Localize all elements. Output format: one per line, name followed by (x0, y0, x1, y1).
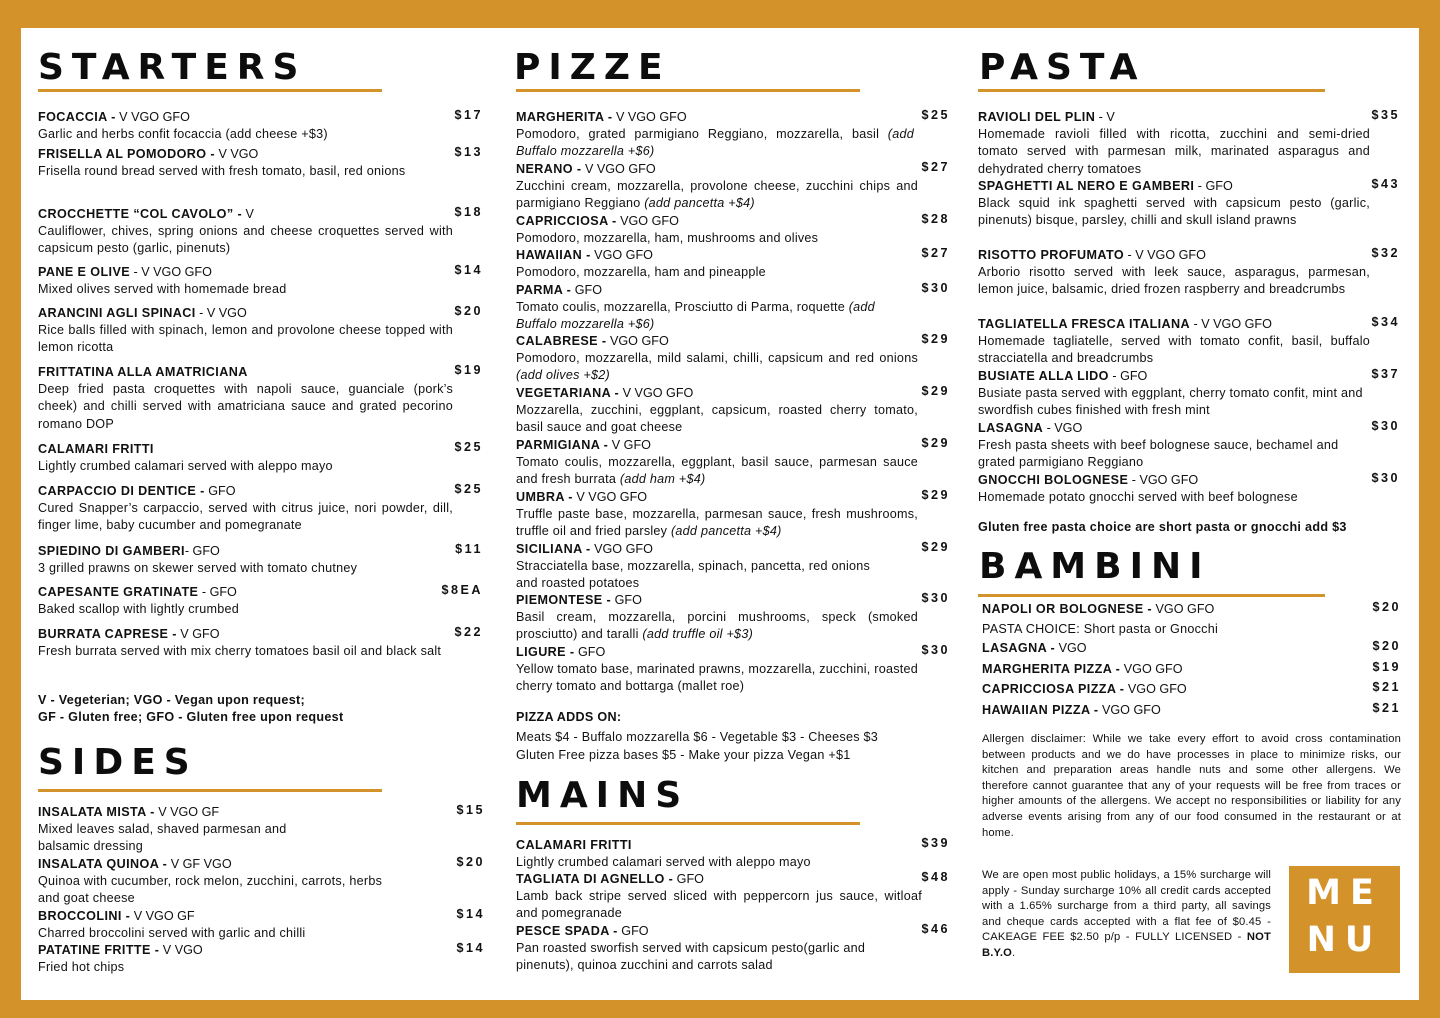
menu-item (516, 643, 950, 696)
item-price: $30 (921, 643, 950, 657)
menu-item (38, 908, 485, 942)
menu-badge-line: NU (1306, 920, 1383, 960)
item-price: $46 (921, 922, 950, 936)
item-description: Lightly crumbed calamari served with aleppo mayo (516, 855, 811, 869)
item-name: SPIEDINO DI GAMBERI (38, 544, 185, 558)
menu-page (21, 28, 1419, 1000)
menu-item (516, 540, 950, 593)
item-tags: V VGO (159, 943, 203, 957)
pasta-divider (978, 89, 1325, 92)
pasta-gluten-note: Gluten free pasta choice are short pasta or gnocchi add $3 (978, 520, 1347, 534)
menu-item (978, 419, 1400, 472)
menu-item (978, 315, 1400, 368)
mains-divider (516, 822, 860, 825)
item-name: CALABRESE - (516, 334, 607, 348)
item-price: $30 (921, 281, 950, 295)
item-description: Fried hot chips (38, 960, 125, 974)
item-tags: V GFO (608, 438, 651, 452)
item-tags: VGO GFO (1098, 703, 1161, 717)
item-name: ARANCINI AGLI SPINACI (38, 306, 196, 320)
item-price: $14 (454, 263, 483, 277)
item-price: $14 (456, 907, 485, 921)
item-tags: - GFO (1108, 369, 1148, 383)
menu-item (516, 922, 950, 975)
item-price: $28 (921, 212, 950, 226)
item-extra: (add truffle oil +$3) (642, 627, 754, 642)
item-price: $30 (1371, 419, 1400, 433)
menu-item (516, 837, 950, 871)
menu-item (38, 109, 483, 143)
item-description: Homemade ravioli filled with ricotta, zucchini and semi-dried tomato served with parmesan milk, marinated asparagus and dehydrated cherry tomatoes (978, 127, 1370, 176)
menu-item (38, 482, 483, 535)
item-name: PARMA - (516, 283, 572, 297)
menu-item (38, 803, 485, 856)
item-name: HAWAIIAN PIZZA - (982, 703, 1099, 717)
item-name: CROCCHETTE “COL CAVOLO” - (38, 207, 243, 221)
menu-item (38, 363, 483, 433)
item-price: $29 (921, 540, 950, 554)
item-tags: VGO GFO (1120, 662, 1183, 676)
diet-legend-line: V - Vegeterian; VGO - Vegan upon request; (38, 693, 306, 707)
item-price: $22 (454, 625, 483, 639)
item-name: LASAGNA - (982, 641, 1056, 655)
item-name: MARGHERITA - (516, 110, 613, 124)
item-price: $17 (454, 108, 483, 122)
menu-item (38, 304, 483, 357)
kids-item (982, 681, 1401, 698)
item-name: RAVIOLI DEL PLIN (978, 110, 1096, 124)
item-tags: GFO (204, 484, 236, 498)
item-tags: - V VGO GFO (1124, 248, 1206, 262)
menu-item (516, 488, 950, 541)
item-name: FRISELLA AL POMODORO - (38, 147, 215, 161)
item-name: PIEMONTESE - (516, 593, 612, 607)
menu-item (38, 543, 483, 577)
pasta-title: PASTA (979, 47, 1146, 88)
pizze-divider (516, 89, 860, 92)
item-description: 3 grilled prawns on skewer served with tomato chutney (38, 561, 358, 575)
menu-item (38, 855, 485, 908)
surcharge-text: We are open most public holidays, a 15% surcharge will apply - Sunday surcharge 10% all credit cards accepted with a 1.65% surcharge from a third party, all savings and cheque cards accepted with a flat fee of $0.45 - CAKEAGE FEE $2.50 p/p - FULLY LICENSED - (982, 869, 1271, 944)
item-tags: VGO GFO (616, 214, 679, 228)
item-tags: - V VGO (195, 306, 247, 320)
item-tags: - GFO (198, 585, 237, 599)
item-tags: - V (1095, 110, 1115, 124)
menu-item (38, 625, 483, 660)
item-description: Busiate pasta served with eggplant, cherry tomato confit, mint and swordfish cubes finished with fresh mint (978, 386, 1363, 418)
item-tags: V (242, 207, 254, 221)
item-description: Tomato coulis, mozzarella, Prosciutto di Parma, roquette (516, 300, 849, 314)
item-name: LIGURE - (516, 645, 575, 659)
item-tags: VGO (1055, 641, 1087, 655)
item-price: $27 (921, 160, 950, 174)
item-tags: VGO GFO (590, 248, 653, 262)
item-name: PATATINE FRITTE - (38, 943, 160, 957)
item-price: $39 (921, 836, 950, 850)
item-price: $48 (921, 870, 950, 884)
item-price: $29 (921, 332, 950, 346)
item-tags: GFO (673, 872, 704, 886)
item-name: MARGHERITA PIZZA - (982, 662, 1121, 676)
item-name: TAGLIATA DI AGNELLO - (516, 872, 674, 886)
item-price: $25 (454, 440, 483, 454)
menu-item (38, 441, 483, 475)
item-name: HAWAIIAN - (516, 248, 591, 262)
item-tags: VGO GFO (1152, 602, 1215, 616)
menu-item (38, 584, 483, 618)
item-name: BUSIATE ALLA LIDO (978, 369, 1109, 383)
kids-item (982, 640, 1401, 657)
item-description: Frisella round bread served with fresh tomato, basil, red onions (38, 164, 406, 178)
sides-title: SIDES (38, 742, 198, 783)
item-name: LASAGNA (978, 421, 1044, 435)
menu-item (516, 591, 950, 644)
item-extra: (add pancetta +$4) (644, 196, 755, 211)
item-name: CALAMARI FRITTI (516, 838, 632, 852)
item-description: Mixed leaves salad, shaved parmesan and balsamic dressing (38, 822, 287, 854)
item-tags: - V VGO GFO (130, 265, 212, 279)
item-name: CARPACCIO DI DENTICE - (38, 484, 205, 498)
starters-divider (38, 89, 382, 92)
item-price: $8EA (441, 583, 483, 597)
item-name: NAPOLI OR BOLOGNESE - (982, 602, 1153, 616)
item-description: Pomodoro, mozzarella, ham, mushrooms and olives (516, 231, 819, 245)
item-tags: VGO GFO (1124, 682, 1187, 696)
item-price: $11 (455, 542, 483, 556)
item-description: Charred broccolini served with garlic and chilli (38, 926, 306, 940)
menu-item (978, 472, 1400, 506)
item-description: Yellow tomato base, marinated prawns, mozzarella, zucchini, roasted cherry tomato and bottarga (mallet roe) (516, 662, 918, 694)
allergen-disclaimer: Allergen disclaimer: While we take every effort to avoid cross contamination between products and we do have processes in place to minimize risks, our kitchen and preparation areas handle nuts and some other allergens. We therefore cannot guarantee that any of your requests will be free from traces or higher amounts of the allergens. We accept no responsibilities or liability for any adverse events arising from any of our food consumed in the restaurant or at home. (982, 733, 1401, 839)
item-name: CAPRICCIOSA PIZZA - (982, 682, 1125, 696)
item-extra: (add Buffalo mozzarella +$6) (516, 300, 875, 332)
item-extra: (add Buffalo mozzarella +$6) (516, 127, 915, 159)
item-price: $30 (921, 591, 950, 605)
item-price: $14 (456, 941, 485, 955)
item-name: CAPRICCIOSA - (516, 214, 617, 228)
item-tags: GFO (574, 645, 606, 659)
item-price: $20 (1372, 639, 1401, 653)
sides-divider (38, 789, 382, 792)
item-price: $32 (1371, 246, 1400, 260)
item-description: Homemade tagliatelle, served with tomato confit, basil, buffalo stracciatella and breadcrumbs (978, 334, 1370, 366)
item-tags: V VGO GFO (572, 490, 648, 504)
item-price: $29 (921, 436, 950, 450)
kids-item (982, 702, 1401, 719)
menu-item (516, 108, 950, 161)
item-tags: V VGO GF (154, 805, 220, 819)
menu-item (978, 246, 1400, 299)
item-description: Mixed olives served with homemade bread (38, 282, 287, 296)
item-tags: - GFO (184, 544, 220, 558)
item-description: Mozzarella, zucchini, eggplant, capsicum, roasted cherry tomato, basil sauce and goat cheese (516, 403, 918, 435)
item-description: Black squid ink spaghetti served with capsicum pesto (garlic, pinenuts) bisque, parsley, chilli and skull island prawns (978, 196, 1370, 228)
item-price: $29 (921, 488, 950, 502)
mains-title: MAINS (516, 775, 690, 816)
item-price: $21 (1372, 680, 1401, 694)
item-tags: - VGO (1043, 421, 1083, 435)
menu-item (516, 213, 950, 247)
item-name: PESCE SPADA - (516, 924, 618, 938)
kids-item (982, 661, 1401, 678)
pizza-adds-line: Gluten Free pizza bases $5 - Make your pizza Vegan +$1 (516, 748, 851, 762)
item-description: Rice balls filled with spinach, lemon and provolone cheese topped with lemon ricotta (38, 323, 453, 355)
item-name: CALAMARI FRITTI (38, 442, 154, 456)
item-description: Quinoa with cucumber, rock melon, zucchini, carrots, herbs and goat cheese (38, 874, 383, 906)
kids-item (982, 601, 1401, 638)
item-description: Arborio risotto served with leek sauce, asparagus, parmesan, lemon juice, balsamic, dried frozen raspberry and breadcrumbs (978, 265, 1370, 297)
item-name: CAPESANTE GRATINATE (38, 585, 199, 599)
menu-item (516, 436, 950, 489)
surcharge-info (982, 868, 1271, 962)
item-price: $19 (454, 363, 483, 377)
menu-item (516, 384, 950, 437)
item-price: $21 (1372, 701, 1401, 715)
item-price: $27 (921, 246, 950, 260)
item-description: Tomato coulis, mozzarella, eggplant, basil sauce, parmesan sauce and fresh burrata (516, 455, 918, 487)
item-name: TAGLIATELLA FRESCA ITALIANA (978, 317, 1191, 331)
menu-item (516, 870, 950, 923)
item-name: VEGETARIANA - (516, 386, 620, 400)
item-tags: V VGO GFO (619, 386, 694, 400)
item-tags: V VGO GFO (581, 162, 656, 176)
item-description: Garlic and herbs confit focaccia (add cheese +$3) (38, 127, 328, 141)
item-tags: V VGO GFO (115, 110, 190, 124)
item-tags: - VGO GFO (1128, 473, 1199, 487)
not-byo-label: NOT B.Y.O (982, 931, 1271, 959)
item-description: Lamb back stripe served sliced with peppercorn jus sauce, witloaf and pomegranade (516, 889, 922, 921)
item-description: Pomodoro, grated parmigiano Reggiano, mozzarella, basil (516, 127, 880, 141)
menu-badge-line: ME (1306, 873, 1383, 913)
bambini-title: BAMBINI (979, 546, 1211, 587)
item-price: $20 (456, 855, 485, 869)
item-price: $15 (456, 803, 485, 817)
item-tags: GFO (611, 593, 642, 607)
item-price: $29 (921, 384, 950, 398)
item-tags: V VGO GF (130, 909, 195, 923)
item-extra: (add olives +$2) (516, 368, 610, 383)
item-description: Pomodoro, mozzarella, ham and pineapple (516, 265, 766, 279)
item-price: $30 (1371, 471, 1400, 485)
menu-item (978, 108, 1400, 178)
item-tags: VGO GFO (590, 542, 653, 556)
pizza-adds-title: PIZZA ADDS ON: (516, 710, 622, 724)
pizze-title: PIZZE (514, 47, 671, 88)
item-description: Basil cream, mozzarella, porcini mushrooms, speck (smoked prosciutto) and taralli (516, 610, 918, 642)
item-description: Fresh pasta sheets with beef bolognese sauce, bechamel and grated parmigiano Reggiano (978, 438, 1339, 470)
item-name: SICILIANA - (516, 542, 591, 556)
item-name: RISOTTO PROFUMATO (978, 248, 1125, 262)
item-tags: V VGO (214, 147, 259, 161)
diet-legend-line: GF - Gluten free; GFO - Gluten free upon request (38, 710, 344, 724)
menu-badge (1289, 866, 1400, 973)
item-price: $18 (454, 205, 483, 219)
menu-item (516, 160, 950, 213)
item-extra: (add ham +$4) (619, 472, 706, 487)
item-name: SPAGHETTI AL NERO E GAMBERI (978, 179, 1195, 193)
item-tags: V GFO (176, 627, 220, 641)
item-description: Pan roasted sworfish served with capsicum pesto(garlic and pinenuts), quinoa zucchini and carrots salad (516, 941, 866, 973)
item-description: Truffle paste base, mozzarella, parmesan sauce, fresh mushrooms, truffle oil and fried parsley (516, 507, 918, 539)
item-tags: - V VGO GFO (1190, 317, 1272, 331)
item-name: GNOCCHI BOLOGNESE (978, 473, 1129, 487)
item-name: FRITTATINA ALLA AMATRICIANA (38, 365, 248, 379)
item-extra: (add pancetta +$4) (670, 524, 782, 539)
menu-item (978, 177, 1400, 230)
item-name: INSALATA MISTA - (38, 805, 155, 819)
item-name: UMBRA - (516, 490, 573, 504)
item-price: $13 (454, 145, 483, 159)
item-description: Stracciatella base, mozzarella, spinach, pancetta, red onions and roasted potatoes (516, 559, 871, 591)
starters-title: STARTERS (38, 47, 307, 88)
item-price: $25 (921, 108, 950, 122)
item-tags: GFO (571, 283, 603, 297)
item-name: INSALATA QUINOA - (38, 857, 168, 871)
item-tags: GFO (617, 924, 649, 938)
item-price: $19 (1372, 660, 1401, 674)
item-tags: VGO GFO (606, 334, 669, 348)
item-tags: V GF VGO (167, 857, 232, 871)
item-tags: V VGO GFO (612, 110, 687, 124)
menu-item (38, 145, 483, 180)
menu-item (38, 264, 483, 298)
item-price: $20 (454, 304, 483, 318)
item-name: BROCCOLINI - (38, 909, 131, 923)
item-price: $37 (1371, 367, 1400, 381)
item-price: $20 (1372, 600, 1401, 614)
bambini-divider (978, 594, 1325, 597)
item-price: $35 (1371, 108, 1400, 122)
menu-item (516, 332, 950, 385)
item-tags: - GFO (1194, 179, 1233, 193)
item-price: $43 (1371, 177, 1400, 191)
item-description: PASTA CHOICE: Short pasta or Gnocchi (982, 622, 1219, 636)
item-name: PARMIGIANA - (516, 438, 609, 452)
item-description: Deep fried pasta croquettes with napoli sauce, guanciale (pork’s cheek) and chilli served with amatriciana sauce and grated pecorino romano DOP (38, 382, 453, 431)
menu-item (38, 942, 485, 976)
menu-item (516, 247, 950, 281)
item-name: BURRATA CAPRESE - (38, 627, 177, 641)
not-byo-period: . (1011, 946, 1016, 959)
menu-item (516, 281, 950, 334)
item-name: FOCACCIA - (38, 110, 116, 124)
item-description: Lightly crumbed calamari served with aleppo mayo (38, 459, 333, 473)
item-description: Cauliflower, chives, spring onions and cheese croquettes served with capsicum pesto (garlic, pinenuts) (38, 224, 453, 256)
item-description: Homemade potato gnocchi served with beef bolognese (978, 490, 1298, 504)
item-description: Zucchini cream, mozzarella, provolone cheese, zucchini chips and parmigiano Reggiano (516, 179, 918, 211)
item-price: $25 (454, 482, 483, 496)
item-description: Baked scallop with lightly crumbed (38, 602, 239, 616)
item-description: Fresh burrata served with mix cherry tomatoes basil oil and black salt (38, 644, 442, 658)
item-name: PANE E OLIVE (38, 265, 131, 279)
item-description: Pomodoro, mozzarella, mild salami, chilli, capsicum and red onions (516, 351, 918, 365)
menu-item (38, 205, 483, 258)
item-name: NERANO - (516, 162, 582, 176)
item-description: Cured Snapper’s carpaccio, served with citrus juice, nori powder, dill, finger lime, baby cucumber and pomegranate (38, 501, 453, 533)
menu-item (978, 367, 1400, 420)
pizza-adds-line: Meats $4 - Buffalo mozzarella $6 - Vegetable $3 - Cheeses $3 (516, 730, 878, 744)
item-price: $34 (1371, 315, 1400, 329)
